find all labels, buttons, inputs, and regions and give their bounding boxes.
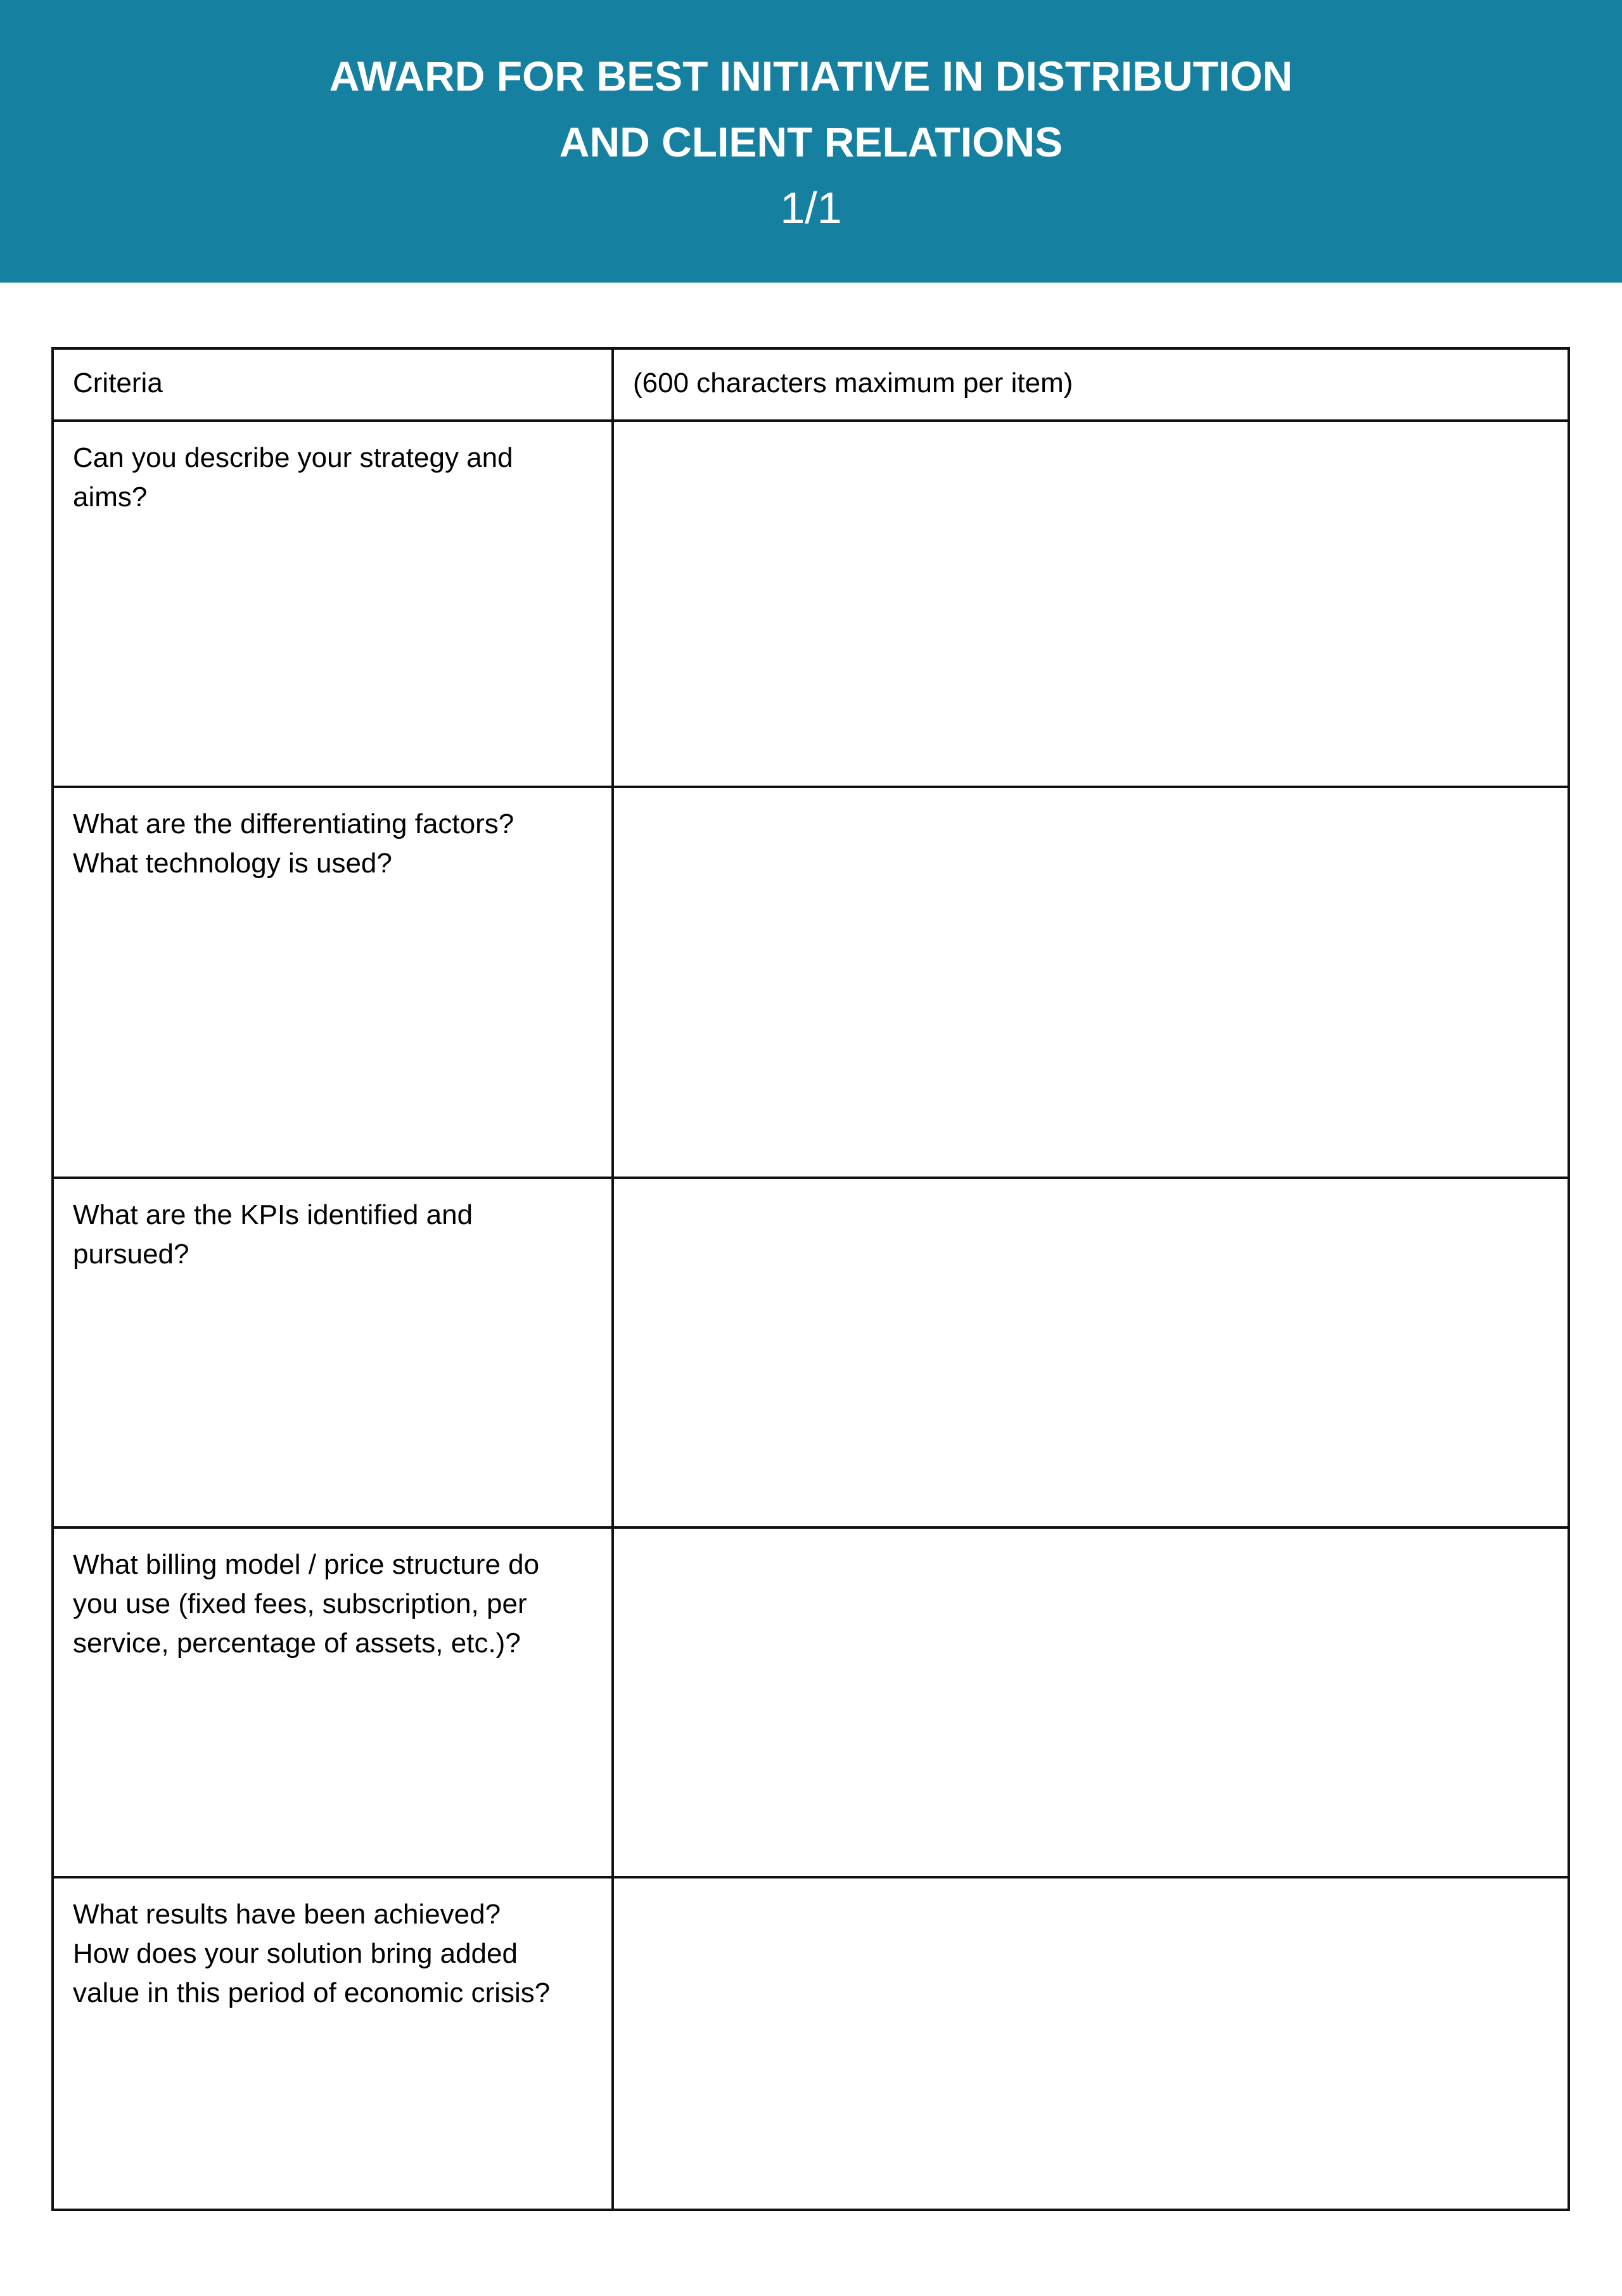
table-row xyxy=(53,1178,1569,1527)
title-line-2: AND CLIENT RELATIONS xyxy=(559,118,1063,165)
table-row xyxy=(53,421,1569,787)
title-line-1: AWARD FOR BEST INITIATIVE IN DISTRIBUTION xyxy=(329,53,1293,99)
criteria-cell xyxy=(53,1178,613,1527)
criteria-text: pursued? xyxy=(73,1239,189,1270)
criteria-header: Criteria xyxy=(53,348,613,421)
criteria-text: What are the KPIs identified and xyxy=(73,1199,473,1230)
criteria-text: service, percentage of assets, etc.)? xyxy=(73,1628,521,1659)
table-row xyxy=(53,1527,1569,1877)
criteria-cell xyxy=(53,1527,613,1877)
criteria-cell xyxy=(53,1877,613,2210)
page-indicator: 1/1 xyxy=(780,183,842,233)
criteria-text: How does your solution bring added xyxy=(73,1938,518,1969)
table-row xyxy=(53,787,1569,1178)
criteria-text: What are the differentiating factors? xyxy=(73,808,514,839)
answer-cell[interactable] xyxy=(613,1527,1569,1877)
criteria-text: What technology is used? xyxy=(73,848,392,879)
answer-header: (600 characters maximum per item) xyxy=(613,348,1569,421)
answer-cell[interactable] xyxy=(613,787,1569,1178)
criteria-text: What billing model / price structure do xyxy=(73,1549,540,1580)
criteria-text: aims? xyxy=(73,482,148,513)
criteria-text: What results have been achieved? xyxy=(73,1899,501,1930)
answer-cell[interactable] xyxy=(613,1178,1569,1527)
criteria-text: Can you describe your strategy and xyxy=(73,442,513,473)
criteria-text: you use (fixed fees, subscription, per xyxy=(73,1588,527,1619)
criteria-cell xyxy=(53,787,613,1178)
table-header-row xyxy=(53,348,1569,421)
answer-cell[interactable] xyxy=(613,1877,1569,2210)
table-row xyxy=(53,1877,1569,2210)
criteria-cell xyxy=(53,421,613,787)
criteria-text: value in this period of economic crisis? xyxy=(73,1977,551,2008)
answer-cell[interactable] xyxy=(613,421,1569,787)
criteria-table xyxy=(51,347,1570,2211)
title-banner xyxy=(0,0,1622,283)
